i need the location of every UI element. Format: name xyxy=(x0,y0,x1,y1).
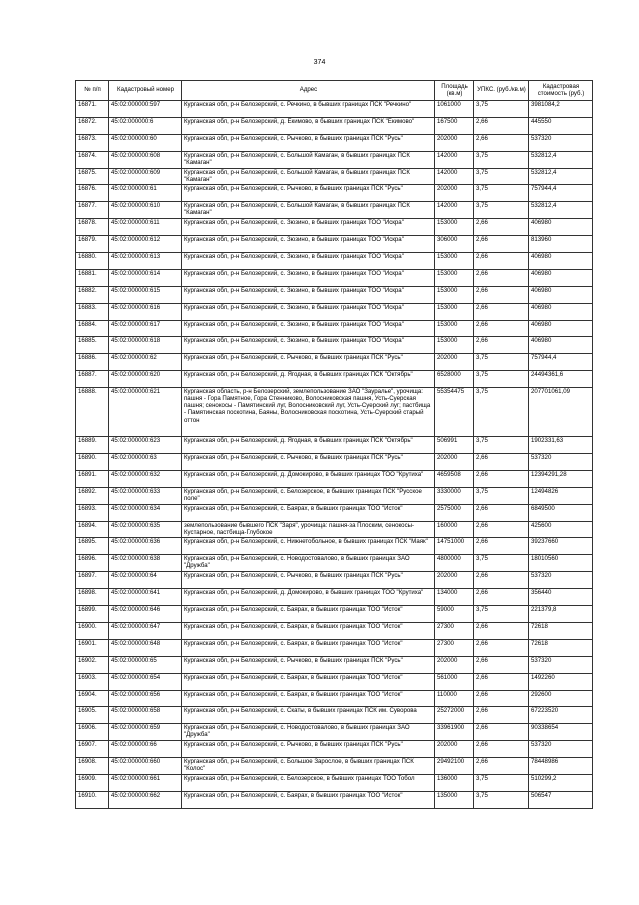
cell-upks: 2,66 xyxy=(474,286,529,303)
table-row xyxy=(76,253,593,270)
table-row xyxy=(76,572,593,589)
cell-address: Курганская обл, р-н Белозерский, с. Большой Камаган, в бывших границах ПСК "Камаган" xyxy=(182,168,435,185)
cell-address: Курганская обл, р-н Белозерский, с. Баярах, в бывших границах ТОО "Исток" xyxy=(182,504,435,521)
cell-cost: 813960 xyxy=(529,236,593,253)
cell-cadastral-number: 45:02:000000:618 xyxy=(109,337,182,354)
cell-area: 202000 xyxy=(435,134,474,151)
cell-area: 167500 xyxy=(435,117,474,134)
cell-upks: 2,66 xyxy=(474,724,529,741)
cell-area: 160000 xyxy=(435,521,474,538)
cell-address: Курганская обл, р-н Белозерский, с. Рычково, в бывших границах ПСК "Русь" xyxy=(182,185,435,202)
cell-upks: 2,66 xyxy=(474,236,529,253)
cell-number: 16888. xyxy=(76,388,109,437)
cell-upks: 3,75 xyxy=(474,185,529,202)
table-row xyxy=(76,538,593,555)
cell-number: 16906. xyxy=(76,724,109,741)
cell-cadastral-number: 45:02:000000:616 xyxy=(109,303,182,320)
cell-upks: 2,66 xyxy=(474,673,529,690)
cell-address: Курганская обл, р-н Белозерский, с. Большой Камаган, в бывших границах ПСК "Камаган" xyxy=(182,151,435,168)
cell-cadastral-number: 45:02:000000:613 xyxy=(109,253,182,270)
cell-cadastral-number: 45:02:000000:6 xyxy=(109,117,182,134)
cell-upks: 2,66 xyxy=(474,470,529,487)
cell-number: 16882. xyxy=(76,286,109,303)
cell-address: Курганская обл, р-н Белозерский, с. Рычково, в бывших границах ПСК "Русь" xyxy=(182,572,435,589)
cell-area: 1061000 xyxy=(435,101,474,118)
cell-address: Курганская обл, р-н Белозерский, с. Баярах, в бывших границах ТОО "Исток" xyxy=(182,673,435,690)
header-cost: Кадастровая стоимость (руб.) xyxy=(529,81,593,101)
cell-number: 16909. xyxy=(76,774,109,791)
cell-address: Курганская область, р-н Белозерский, землепользование ЗАО "Зауралье", урочища: пашня - Гора Памятное, Гора Стенниково, Волосниковская пашня, Усть-Суерская пашня; сенокосы - Памятинский луг, Волосниковский луг, Усть-Суерский луг; пастбища - Памятинская поскотина, Баяны, Волосниковская поскотина, Усть-Суерский старый оттон xyxy=(182,388,435,437)
header-area: Площадь (кв.м) xyxy=(435,81,474,101)
cell-area: 306000 xyxy=(435,236,474,253)
cell-cost: 1492260 xyxy=(529,673,593,690)
cell-number: 16871. xyxy=(76,101,109,118)
cell-cadastral-number: 45:02:000000:656 xyxy=(109,690,182,707)
table-row xyxy=(76,117,593,134)
cell-number: 16898. xyxy=(76,589,109,606)
cell-upks: 3,75 xyxy=(474,388,529,437)
cell-number: 16890. xyxy=(76,454,109,471)
cell-area: 142000 xyxy=(435,168,474,185)
cell-address: Курганская обл, р-н Белозерский, д. Домокирово, в бывших границах ТОО "Крутиха" xyxy=(182,589,435,606)
cell-cost: 6849500 xyxy=(529,504,593,521)
cell-cadastral-number: 45:02:000000:620 xyxy=(109,371,182,388)
cell-address: Курганская обл, р-н Белозерский, с. Баярах, в бывших границах ТОО "Исток" xyxy=(182,606,435,623)
cell-cost: 67223520 xyxy=(529,707,593,724)
cell-cadastral-number: 45:02:000000:609 xyxy=(109,168,182,185)
cell-address: Курганская обл, р-н Белозерский, д. Домокирово, в бывших границах ТОО "Крутиха" xyxy=(182,470,435,487)
cell-upks: 2,66 xyxy=(474,504,529,521)
cell-number: 16891. xyxy=(76,470,109,487)
cell-cost: 292600 xyxy=(529,690,593,707)
cell-cadastral-number: 45:02:000000:632 xyxy=(109,470,182,487)
cell-upks: 2,66 xyxy=(474,758,529,775)
cell-cost: 537320 xyxy=(529,741,593,758)
cell-cost: 445550 xyxy=(529,117,593,134)
cell-cadastral-number: 45:02:000000:660 xyxy=(109,758,182,775)
cell-area: 55354475 xyxy=(435,388,474,437)
cell-cadastral-number: 45:02:000000:66 xyxy=(109,741,182,758)
cell-number: 16903. xyxy=(76,673,109,690)
cell-number: 16881. xyxy=(76,269,109,286)
table-row xyxy=(76,589,593,606)
table-row xyxy=(76,151,593,168)
cell-address: Курганская обл, р-н Белозерский, с. Рычково, в бывших границах ПСК "Русь" xyxy=(182,656,435,673)
cell-address: Курганская обл, р-н Белозерский, с. Зюзино, в бывших границах ТОО "Искра" xyxy=(182,269,435,286)
cell-area: 153000 xyxy=(435,269,474,286)
cell-number: 16885. xyxy=(76,337,109,354)
table-row xyxy=(76,741,593,758)
cell-upks: 2,66 xyxy=(474,454,529,471)
table-row xyxy=(76,101,593,118)
cell-area: 6528000 xyxy=(435,371,474,388)
cell-number: 16910. xyxy=(76,791,109,808)
page-number: 374 xyxy=(313,59,326,66)
table-row xyxy=(76,437,593,454)
cell-address: Курганская обл, р-н Белозерский, с. Новодостовалово, в бывших границах ЗАО "Дружба" xyxy=(182,724,435,741)
cell-number: 16900. xyxy=(76,622,109,639)
cell-cost: 72618 xyxy=(529,622,593,639)
cell-cost: 1902331,63 xyxy=(529,437,593,454)
cell-upks: 3,75 xyxy=(474,606,529,623)
cell-area: 202000 xyxy=(435,354,474,371)
cell-area: 29492100 xyxy=(435,758,474,775)
cell-cadastral-number: 45:02:000000:60 xyxy=(109,134,182,151)
cell-upks: 2,66 xyxy=(474,134,529,151)
header-cadastral: Кадастровый номер xyxy=(109,81,182,101)
cell-cadastral-number: 45:02:000000:633 xyxy=(109,487,182,504)
cell-area: 153000 xyxy=(435,219,474,236)
table-row xyxy=(76,504,593,521)
cell-cadastral-number: 45:02:000000:612 xyxy=(109,236,182,253)
cell-number: 16889. xyxy=(76,437,109,454)
cell-address: Курганская обл, р-н Белозерский, д. Ягодная, в бывших границах ПСК "Октябрь" xyxy=(182,437,435,454)
cell-cadastral-number: 45:02:000000:611 xyxy=(109,219,182,236)
table-row xyxy=(76,639,593,656)
cell-address: Курганская обл, р-н Белозерский, с. Зюзино, в бывших границах ТОО "Искра" xyxy=(182,236,435,253)
cell-area: 14751000 xyxy=(435,538,474,555)
table-row xyxy=(76,269,593,286)
cell-cadastral-number: 45:02:000000:597 xyxy=(109,101,182,118)
cell-number: 16874. xyxy=(76,151,109,168)
cell-area: 153000 xyxy=(435,303,474,320)
cell-cost: 207701061,09 xyxy=(529,388,593,437)
cell-upks: 2,66 xyxy=(474,707,529,724)
cell-upks: 2,66 xyxy=(474,589,529,606)
cell-cost: 532812,4 xyxy=(529,151,593,168)
cell-cost: 24494361,6 xyxy=(529,371,593,388)
cell-upks: 3,75 xyxy=(474,168,529,185)
table-row xyxy=(76,774,593,791)
cell-upks: 3,75 xyxy=(474,487,529,504)
cell-upks: 2,66 xyxy=(474,639,529,656)
cell-area: 135000 xyxy=(435,791,474,808)
cell-number: 16896. xyxy=(76,555,109,572)
cell-address: Курганская обл, р-н Белозерский, с. Речкино, в бывших границах ПСК "Речкино" xyxy=(182,101,435,118)
table-row xyxy=(76,622,593,639)
cell-number: 16902. xyxy=(76,656,109,673)
cell-area: 25272000 xyxy=(435,707,474,724)
cell-address: Курганская обл, р-н Белозерский, с. Большое Зарослое, в бывших границах ПСК "Колос" xyxy=(182,758,435,775)
table-row xyxy=(76,286,593,303)
cell-upks: 2,66 xyxy=(474,337,529,354)
cell-number: 16878. xyxy=(76,219,109,236)
cell-number: 16894. xyxy=(76,521,109,538)
cell-upks: 3,75 xyxy=(474,791,529,808)
cell-cost: 425600 xyxy=(529,521,593,538)
header-address: Адрес xyxy=(182,81,435,101)
cell-cost: 532812,4 xyxy=(529,202,593,219)
cell-number: 16907. xyxy=(76,741,109,758)
table-row xyxy=(76,371,593,388)
cell-cadastral-number: 45:02:000000:64 xyxy=(109,572,182,589)
cell-upks: 3,75 xyxy=(474,774,529,791)
cell-cost: 406980 xyxy=(529,269,593,286)
cell-number: 16893. xyxy=(76,504,109,521)
cell-area: 136000 xyxy=(435,774,474,791)
table-row xyxy=(76,168,593,185)
table-row xyxy=(76,724,593,741)
cell-cadastral-number: 45:02:000000:646 xyxy=(109,606,182,623)
cell-cadastral-number: 45:02:000000:61 xyxy=(109,185,182,202)
cell-cost: 506547 xyxy=(529,791,593,808)
cell-area: 142000 xyxy=(435,202,474,219)
table-row xyxy=(76,690,593,707)
cell-cost: 39237660 xyxy=(529,538,593,555)
cell-cost: 356440 xyxy=(529,589,593,606)
table-row xyxy=(76,487,593,504)
cell-upks: 2,66 xyxy=(474,219,529,236)
table-row xyxy=(76,470,593,487)
cell-number: 16873. xyxy=(76,134,109,151)
cell-area: 4800000 xyxy=(435,555,474,572)
cell-cost: 72618 xyxy=(529,639,593,656)
cell-address: Курганская обл, р-н Белозерский, с. Зюзино, в бывших границах ТОО "Искра" xyxy=(182,303,435,320)
cell-address: Курганская обл, р-н Белозерский, с. Рычково, в бывших границах ПСК "Русь" xyxy=(182,741,435,758)
cell-upks: 3,75 xyxy=(474,101,529,118)
cell-area: 110000 xyxy=(435,690,474,707)
cell-number: 16883. xyxy=(76,303,109,320)
cell-address: Курганская обл, р-н Белозерский, с. Баярах, в бывших границах ТОО "Исток" xyxy=(182,639,435,656)
cell-address: Курганская обл, р-н Белозерский, с. Белозерское, в бывших границах ТОО Тобол xyxy=(182,774,435,791)
table-row xyxy=(76,202,593,219)
cell-address: Курганская обл, р-н Белозерский, с. Нижнетобольное, в бывших границах ПСК "Маяк" xyxy=(182,538,435,555)
cell-upks: 2,66 xyxy=(474,572,529,589)
cell-cadastral-number: 45:02:000000:617 xyxy=(109,320,182,337)
table-row xyxy=(76,337,593,354)
cell-cost: 78448986 xyxy=(529,758,593,775)
cell-upks: 2,66 xyxy=(474,656,529,673)
cell-upks: 2,66 xyxy=(474,303,529,320)
cell-upks: 3,75 xyxy=(474,371,529,388)
cell-area: 27300 xyxy=(435,622,474,639)
cell-cadastral-number: 45:02:000000:634 xyxy=(109,504,182,521)
cell-upks: 3,75 xyxy=(474,202,529,219)
table-row xyxy=(76,388,593,437)
cell-cadastral-number: 45:02:000000:610 xyxy=(109,202,182,219)
cell-address: Курганская обл, р-н Белозерский, с. Баярах, в бывших границах ТОО "Исток" xyxy=(182,622,435,639)
cell-area: 202000 xyxy=(435,656,474,673)
cell-address: Курганская обл, р-н Белозерский, с. Рычково, в бывших границах ПСК "Русь" xyxy=(182,354,435,371)
cell-cost: 406980 xyxy=(529,337,593,354)
table-row xyxy=(76,303,593,320)
cell-cadastral-number: 45:02:000000:641 xyxy=(109,589,182,606)
table-row xyxy=(76,320,593,337)
cell-cost: 18010560 xyxy=(529,555,593,572)
table-row xyxy=(76,606,593,623)
cell-number: 16905. xyxy=(76,707,109,724)
cell-cost: 510299,2 xyxy=(529,774,593,791)
cell-address: Курганская обл, р-н Белозерский, с. Зюзино, в бывших границах ТОО "Искра" xyxy=(182,253,435,270)
cell-area: 202000 xyxy=(435,454,474,471)
cell-cadastral-number: 45:02:000000:621 xyxy=(109,388,182,437)
cell-number: 16895. xyxy=(76,538,109,555)
cell-upks: 3,75 xyxy=(474,354,529,371)
cell-area: 142000 xyxy=(435,151,474,168)
table-body xyxy=(76,101,593,809)
cell-cost: 406980 xyxy=(529,303,593,320)
cell-area: 33961900 xyxy=(435,724,474,741)
table-row xyxy=(76,758,593,775)
cell-cadastral-number: 45:02:000000:658 xyxy=(109,707,182,724)
cell-address: Курганская обл, р-н Белозерский, с. Новодостовалово, в бывших границах ЗАО "Дружба" xyxy=(182,555,435,572)
cell-cost: 537320 xyxy=(529,572,593,589)
cell-address: Курганская обл, р-н Белозерский, д. Ягодная, в бывших границах ПСК "Октябрь" xyxy=(182,371,435,388)
cell-upks: 3,75 xyxy=(474,151,529,168)
cell-number: 16880. xyxy=(76,253,109,270)
cell-address: Курганская обл, р-н Белозерский, с. Рычково, в бывших границах ПСК "Русь" xyxy=(182,454,435,471)
cell-area: 153000 xyxy=(435,253,474,270)
cell-upks: 2,66 xyxy=(474,741,529,758)
cell-area: 202000 xyxy=(435,741,474,758)
cell-cost: 406980 xyxy=(529,219,593,236)
cell-cadastral-number: 45:02:000000:623 xyxy=(109,437,182,454)
table-row xyxy=(76,236,593,253)
cell-cadastral-number: 45:02:000000:638 xyxy=(109,555,182,572)
cell-cadastral-number: 45:02:000000:648 xyxy=(109,639,182,656)
cell-number: 16897. xyxy=(76,572,109,589)
cell-number: 16884. xyxy=(76,320,109,337)
cell-upks: 2,66 xyxy=(474,117,529,134)
cell-number: 16892. xyxy=(76,487,109,504)
cell-cadastral-number: 45:02:000000:65 xyxy=(109,656,182,673)
cell-cadastral-number: 45:02:000000:659 xyxy=(109,724,182,741)
header-upks: УПКС. (руб./кв.м) xyxy=(474,81,529,101)
cell-number: 16879. xyxy=(76,236,109,253)
table-row xyxy=(76,454,593,471)
cell-cost: 12394291,28 xyxy=(529,470,593,487)
cell-address: Курганская обл, р-н Белозерский, с. Зюзино, в бывших границах ТОО "Искра" xyxy=(182,337,435,354)
cell-upks: 2,66 xyxy=(474,538,529,555)
cell-cost: 406980 xyxy=(529,320,593,337)
cell-cost: 757944,4 xyxy=(529,185,593,202)
cell-number: 16899. xyxy=(76,606,109,623)
cell-cadastral-number: 45:02:000000:63 xyxy=(109,454,182,471)
cell-upks: 2,66 xyxy=(474,690,529,707)
cell-area: 202000 xyxy=(435,572,474,589)
cell-number: 16887. xyxy=(76,371,109,388)
cell-cost: 221379,8 xyxy=(529,606,593,623)
cell-cost: 537320 xyxy=(529,134,593,151)
cell-address: Курганская обл, р-н Белозерский, с. Зюзино, в бывших границах ТОО "Искра" xyxy=(182,320,435,337)
cell-number: 16901. xyxy=(76,639,109,656)
header-row xyxy=(76,81,593,101)
header-num: № п/п xyxy=(76,81,109,101)
cell-cost: 757944,4 xyxy=(529,354,593,371)
cell-area: 3330000 xyxy=(435,487,474,504)
cell-address: землепользование бывшего ПСК "Заря", урочища: пашня-за Плоским, сенокосы-Кустарное, пастбища-Глубокое xyxy=(182,521,435,538)
table-row xyxy=(76,219,593,236)
cell-area: 153000 xyxy=(435,320,474,337)
cell-upks: 2,66 xyxy=(474,622,529,639)
table-row xyxy=(76,185,593,202)
cell-cost: 406980 xyxy=(529,286,593,303)
cell-cadastral-number: 45:02:000000:608 xyxy=(109,151,182,168)
cell-address: Курганская обл, р-н Белозерский, с. Большой Камаган, в бывших границах ПСК "Камаган" xyxy=(182,202,435,219)
table-row xyxy=(76,656,593,673)
table-row xyxy=(76,673,593,690)
cell-area: 134000 xyxy=(435,589,474,606)
table-header xyxy=(76,81,593,101)
cell-cadastral-number: 45:02:000000:661 xyxy=(109,774,182,791)
cell-upks: 2,66 xyxy=(474,320,529,337)
cell-number: 16908. xyxy=(76,758,109,775)
cell-upks: 2,66 xyxy=(474,253,529,270)
cell-cost: 12494826 xyxy=(529,487,593,504)
table-row xyxy=(76,521,593,538)
cell-upks: 3,75 xyxy=(474,437,529,454)
cell-address: Курганская обл, р-н Белозерский, с. Рычково, в бывших границах ПСК "Русь" xyxy=(182,134,435,151)
cell-number: 16877. xyxy=(76,202,109,219)
table-row xyxy=(76,555,593,572)
cell-cost: 532812,4 xyxy=(529,168,593,185)
cell-cadastral-number: 45:02:000000:614 xyxy=(109,269,182,286)
table-row xyxy=(76,707,593,724)
cell-upks: 2,66 xyxy=(474,269,529,286)
cell-cost: 90338654 xyxy=(529,724,593,741)
cell-cost: 537320 xyxy=(529,454,593,471)
cell-address: Курганская обл, р-н Белозерский, с. Зюзино, в бывших границах ТОО "Искра" xyxy=(182,286,435,303)
cell-cadastral-number: 45:02:000000:662 xyxy=(109,791,182,808)
cell-cadastral-number: 45:02:000000:654 xyxy=(109,673,182,690)
cell-address: Курганская обл, р-н Белозерский, с. Скаты, в бывших границах ПСК им. Суворова xyxy=(182,707,435,724)
cell-area: 2575000 xyxy=(435,504,474,521)
cell-number: 16876. xyxy=(76,185,109,202)
cell-cadastral-number: 45:02:000000:615 xyxy=(109,286,182,303)
cell-cadastral-number: 45:02:000000:647 xyxy=(109,622,182,639)
cell-area: 27300 xyxy=(435,639,474,656)
cell-cadastral-number: 45:02:000000:62 xyxy=(109,354,182,371)
cell-address: Курганская обл, р-н Белозерский, с. Зюзино, в бывших границах ТОО "Искра" xyxy=(182,219,435,236)
cell-cost: 3981084,2 xyxy=(529,101,593,118)
cell-area: 4659508 xyxy=(435,470,474,487)
cell-address: Курганская обл, р-н Белозерский, д. Екимово, в бывших границах ПСК "Екимово" xyxy=(182,117,435,134)
cell-cadastral-number: 45:02:000000:635 xyxy=(109,521,182,538)
cell-cost: 537320 xyxy=(529,656,593,673)
cell-number: 16886. xyxy=(76,354,109,371)
cell-area: 202000 xyxy=(435,185,474,202)
table-row xyxy=(76,791,593,808)
cell-number: 16904. xyxy=(76,690,109,707)
table-row xyxy=(76,134,593,151)
cell-number: 16872. xyxy=(76,117,109,134)
cell-address: Курганская обл, р-н Белозерский, с. Баярах, в бывших границах ТОО "Исток" xyxy=(182,791,435,808)
cell-area: 59000 xyxy=(435,606,474,623)
cell-cadastral-number: 45:02:000000:636 xyxy=(109,538,182,555)
cell-number: 16875. xyxy=(76,168,109,185)
cell-area: 153000 xyxy=(435,286,474,303)
cell-upks: 2,66 xyxy=(474,521,529,538)
cell-area: 506991 xyxy=(435,437,474,454)
cadastral-registry-table xyxy=(75,80,593,809)
cell-area: 561000 xyxy=(435,673,474,690)
table-row xyxy=(76,354,593,371)
cell-address: Курганская обл, р-н Белозерский, с. Белозерское, в бывших границах ПСК "Русское поле" xyxy=(182,487,435,504)
cell-upks: 3,75 xyxy=(474,555,529,572)
cell-area: 153000 xyxy=(435,337,474,354)
cell-cost: 406980 xyxy=(529,253,593,270)
cell-address: Курганская обл, р-н Белозерский, с. Баярах, в бывших границах ТОО "Исток" xyxy=(182,690,435,707)
